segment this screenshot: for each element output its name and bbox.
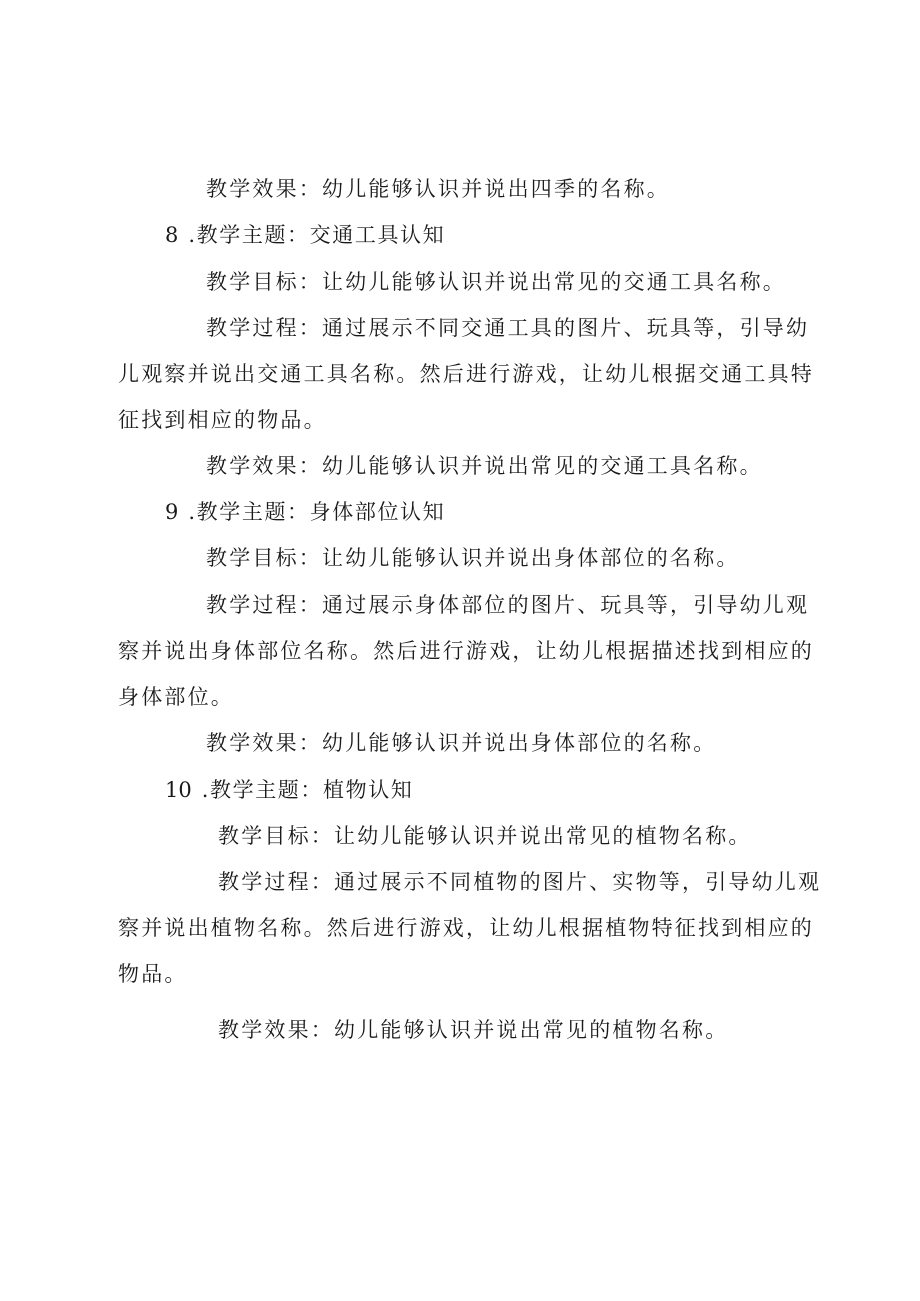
section9-number: 9 xyxy=(165,500,179,524)
section9-goal: 教学目标：让幼儿能够认识并说出身体部位的名称。 xyxy=(206,546,740,570)
section8-number: 8 xyxy=(165,223,179,247)
section9-title: .教学主题：身体部位认知 xyxy=(188,500,446,524)
section8-process-line-3: 征找到相应的物品。 xyxy=(118,408,327,432)
section9-process-line-3: 身体部位。 xyxy=(118,685,234,709)
section8-goal: 教学目标：让幼儿能够认识并说出常见的交通工具名称。 xyxy=(206,270,786,294)
section10-process-line-3: 物品。 xyxy=(118,962,188,986)
section8-title: .教学主题：交通工具认知 xyxy=(188,223,446,247)
section7-effect: 教学效果：幼儿能够认识并说出四季的名称。 xyxy=(206,177,670,201)
section9-process-line-1: 教学过程：通过展示身体部位的图片、玩具等，引导幼儿观 xyxy=(206,593,810,617)
section10-process-line-2: 察并说出植物名称。然后进行游戏，让幼儿根据植物特征找到相应的 xyxy=(118,916,814,940)
section10-process-line-1: 教学过程：通过展示不同植物的图片、实物等，引导幼儿观 xyxy=(218,870,822,894)
section10-goal: 教学目标：让幼儿能够认识并说出常见的植物名称。 xyxy=(218,824,752,848)
section8-process-line-1: 教学过程：通过展示不同交通工具的图片、玩具等，引导幼 xyxy=(206,316,810,340)
section10-effect: 教学效果：幼儿能够认识并说出常见的植物名称。 xyxy=(218,1018,729,1042)
section9-heading xyxy=(165,498,445,526)
section10-heading xyxy=(165,776,413,804)
section8-heading xyxy=(165,221,445,249)
section10-title: .教学主题：植物认知 xyxy=(201,778,414,802)
section8-process-line-2: 儿观察并说出交通工具名称。然后进行游戏，让幼儿根据交通工具特 xyxy=(118,362,814,386)
section9-process-line-2: 察并说出身体部位名称。然后进行游戏，让幼儿根据描述找到相应的 xyxy=(118,639,814,663)
section8-effect: 教学效果：幼儿能够认识并说出常见的交通工具名称。 xyxy=(206,454,763,478)
section9-effect: 教学效果：幼儿能够认识并说出身体部位的名称。 xyxy=(206,731,717,755)
section10-number: 10 xyxy=(165,778,192,802)
